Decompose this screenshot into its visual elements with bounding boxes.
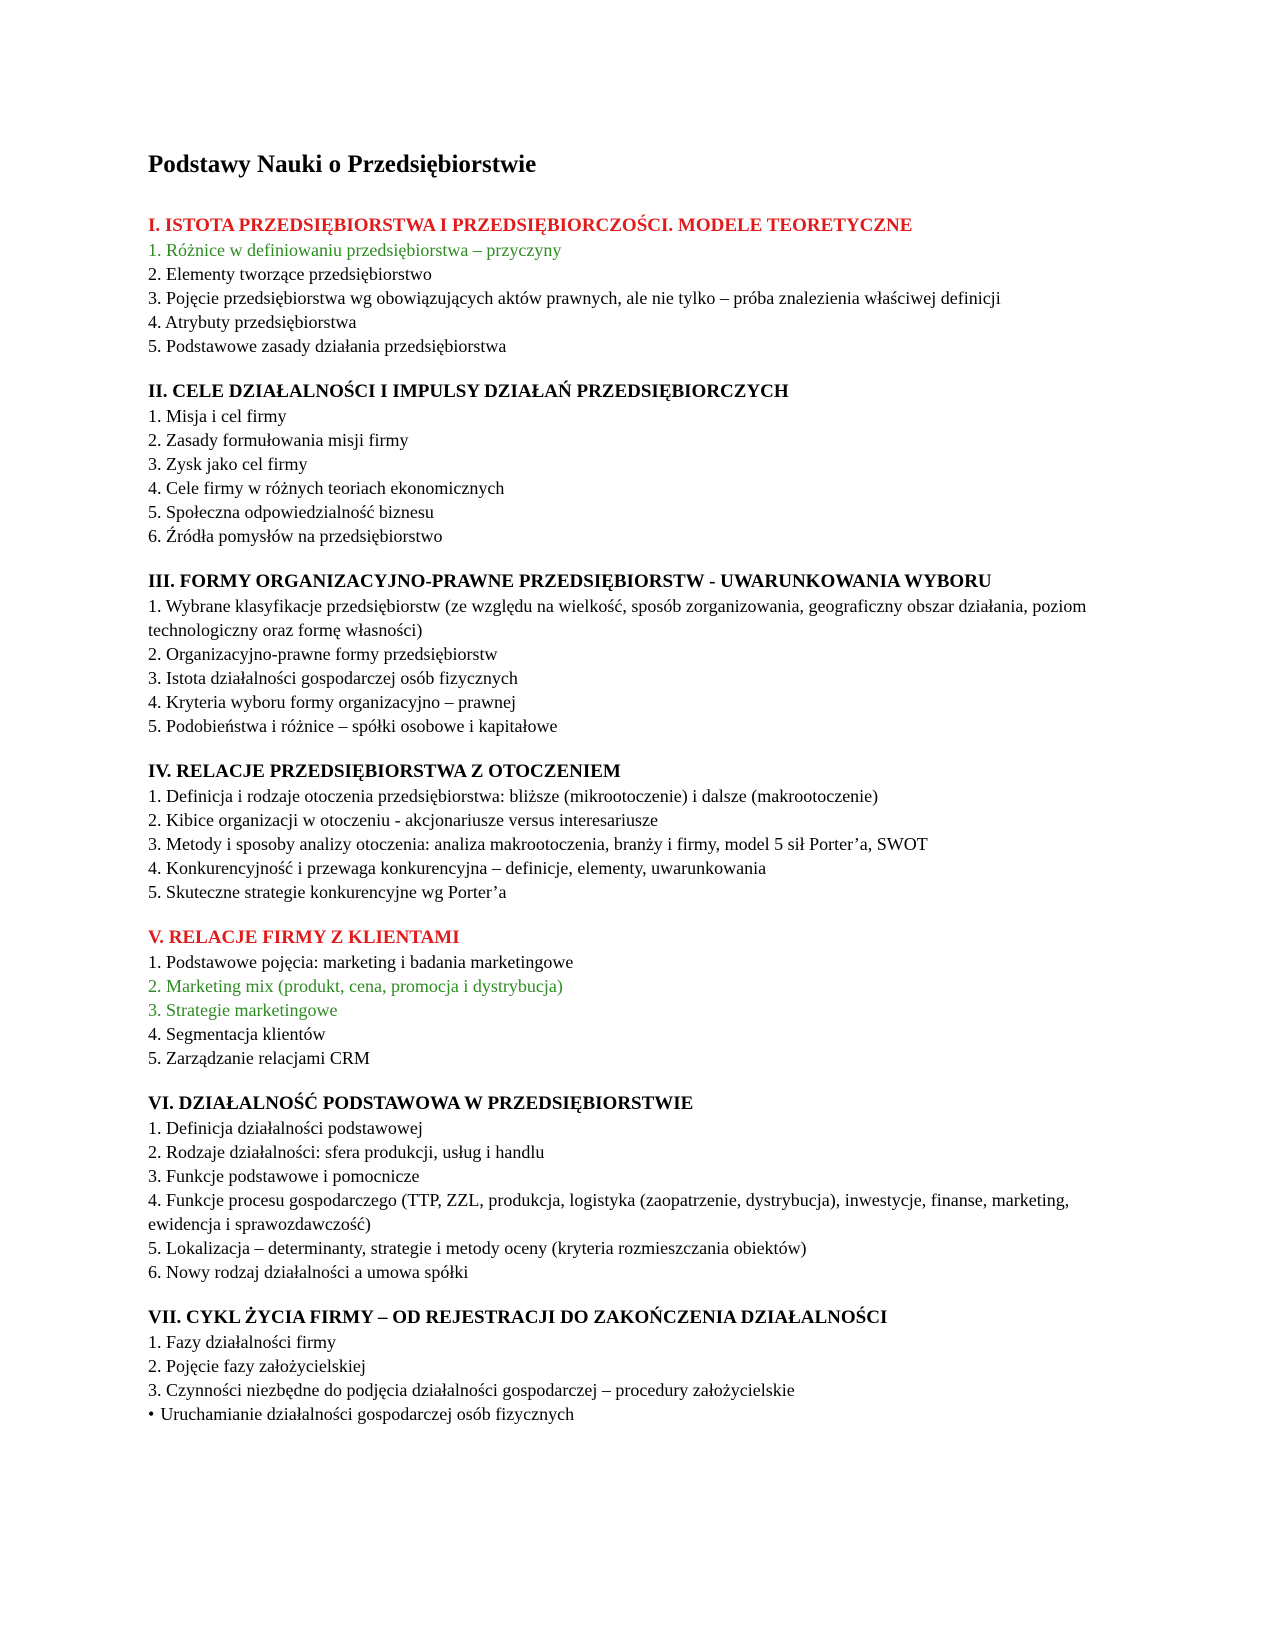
list-item: 2. Kibice organizacji w otoczeniu - akcjonariusze versus interesariusze — [148, 810, 658, 830]
list-item: 1. Misja i cel firmy — [148, 406, 287, 426]
list-item: 1. Definicja i rodzaje otoczenia przedsiębiorstwa: bliższe (mikrootoczenie) i dalsze (makrootoczenie) — [148, 786, 879, 806]
list-item: 5. Podstawowe zasady działania przedsiębiorstwa — [148, 336, 507, 356]
list-item: 2. Pojęcie fazy założycielskiej — [148, 1356, 366, 1376]
list-item: 4. Kryteria wyboru formy organizacyjno – prawnej — [148, 692, 517, 712]
section-6 — [148, 1092, 1138, 1284]
list-item: 5. Podobieństwa i różnice – spółki osobowe i kapitałowe — [148, 716, 558, 736]
list-item: 1. Definicja działalności podstawowej — [148, 1118, 423, 1138]
list-item: 3. Istota działalności gospodarczej osób fizycznych — [148, 668, 518, 688]
section-3 — [148, 570, 1138, 738]
section-1 — [148, 214, 1138, 358]
list-item: 4. Segmentacja klientów — [148, 1024, 326, 1044]
section-7 — [148, 1306, 1138, 1426]
list-item: 3. Metody i sposoby analizy otoczenia: analiza makrootoczenia, branży i firmy, model 5 sił Porter’a, SWOT — [148, 834, 928, 854]
section-heading: V. RELACJE FIRMY Z KLIENTAMI — [148, 927, 460, 948]
list-item: 6. Źródła pomysłów na przedsiębiorstwo — [148, 526, 443, 546]
section-2 — [148, 380, 1138, 548]
section-heading: IV. RELACJE PRZEDSIĘBIORSTWA Z OTOCZENIEM — [148, 761, 621, 782]
section-heading: I. ISTOTA PRZEDSIĘBIORSTWA I PRZEDSIĘBIORCZOŚCI. MODELE TEORETYCZNE — [148, 215, 913, 236]
list-item: 1. Wybrane klasyfikacje przedsiębiorstw (ze względu na wielkość, sposób zorganizowania, geograficzny obszar działania, poziom technologiczny oraz formę własności) — [148, 596, 1087, 640]
list-item: 3. Funkcje podstawowe i pomocnicze — [148, 1166, 420, 1186]
list-item: 5. Społeczna odpowiedzialność biznesu — [148, 502, 434, 522]
section-heading: III. FORMY ORGANIZACYJNO-PRAWNE PRZEDSIĘBIORSTW - UWARUNKOWANIA WYBORU — [148, 571, 992, 592]
list-item: 1. Różnice w definiowaniu przedsiębiorstwa – przyczyny — [148, 240, 562, 260]
list-item: 4. Funkcje procesu gospodarczego (TTP, ZZL, produkcja, logistyka (zaopatrzenie, dystrybucja), inwestycje, finanse, marketing, ewidencja i sprawozdawczość) — [148, 1190, 1070, 1234]
list-item: 2. Zasady formułowania misji firmy — [148, 430, 409, 450]
list-item: 2. Rodzaje działalności: sfera produkcji, usług i handlu — [148, 1142, 545, 1162]
document-page — [148, 150, 1138, 1448]
list-item: 1. Fazy działalności firmy — [148, 1332, 336, 1352]
list-item: 2. Marketing mix (produkt, cena, promocja i dystrybucja) — [148, 976, 563, 996]
list-item: 3. Pojęcie przedsiębiorstwa wg obowiązujących aktów prawnych, ale nie tylko – próba znalezienia właściwej definicji — [148, 288, 1001, 308]
list-item: 4. Cele firmy w różnych teoriach ekonomicznych — [148, 478, 505, 498]
list-item: 5. Zarządzanie relacjami CRM — [148, 1048, 370, 1068]
document-title: Podstawy Nauki o Przedsiębiorstwie — [148, 151, 537, 178]
list-item: 3. Zysk jako cel firmy — [148, 454, 308, 474]
bullet-item: • Uruchamianie działalności gospodarczej osób fizycznych — [148, 1402, 1138, 1426]
list-item: 5. Lokalizacja – determinanty, strategie i metody oceny (kryteria rozmieszczania obiektów) — [148, 1238, 807, 1258]
list-item: 2. Elementy tworzące przedsiębiorstwo — [148, 264, 432, 284]
list-item: 1. Podstawowe pojęcia: marketing i badania marketingowe — [148, 952, 574, 972]
list-item: 5. Skuteczne strategie konkurencyjne wg Porter’a — [148, 882, 507, 902]
list-item: 3. Czynności niezbędne do podjęcia działalności gospodarczej – procedury założycielskie — [148, 1380, 795, 1400]
section-heading: VI. DZIAŁALNOŚĆ PODSTAWOWA W PRZEDSIĘBIORSTWIE — [148, 1093, 694, 1114]
list-item: 3. Strategie marketingowe — [148, 1000, 338, 1020]
list-item: 4. Atrybuty przedsiębiorstwa — [148, 312, 357, 332]
list-item: 2. Organizacyjno-prawne formy przedsiębiorstw — [148, 644, 498, 664]
section-5 — [148, 926, 1138, 1070]
section-heading: VII. CYKL ŻYCIA FIRMY – OD REJESTRACJI DO ZAKOŃCZENIA DZIAŁALNOŚCI — [148, 1307, 888, 1328]
section-heading: II. CELE DZIAŁALNOŚCI I IMPULSY DZIAŁAŃ PRZEDSIĘBIORCZYCH — [148, 381, 789, 402]
section-4 — [148, 760, 1138, 904]
list-item: 6. Nowy rodzaj działalności a umowa spółki — [148, 1262, 469, 1282]
list-item: 4. Konkurencyjność i przewaga konkurencyjna – definicje, elementy, uwarunkowania — [148, 858, 767, 878]
